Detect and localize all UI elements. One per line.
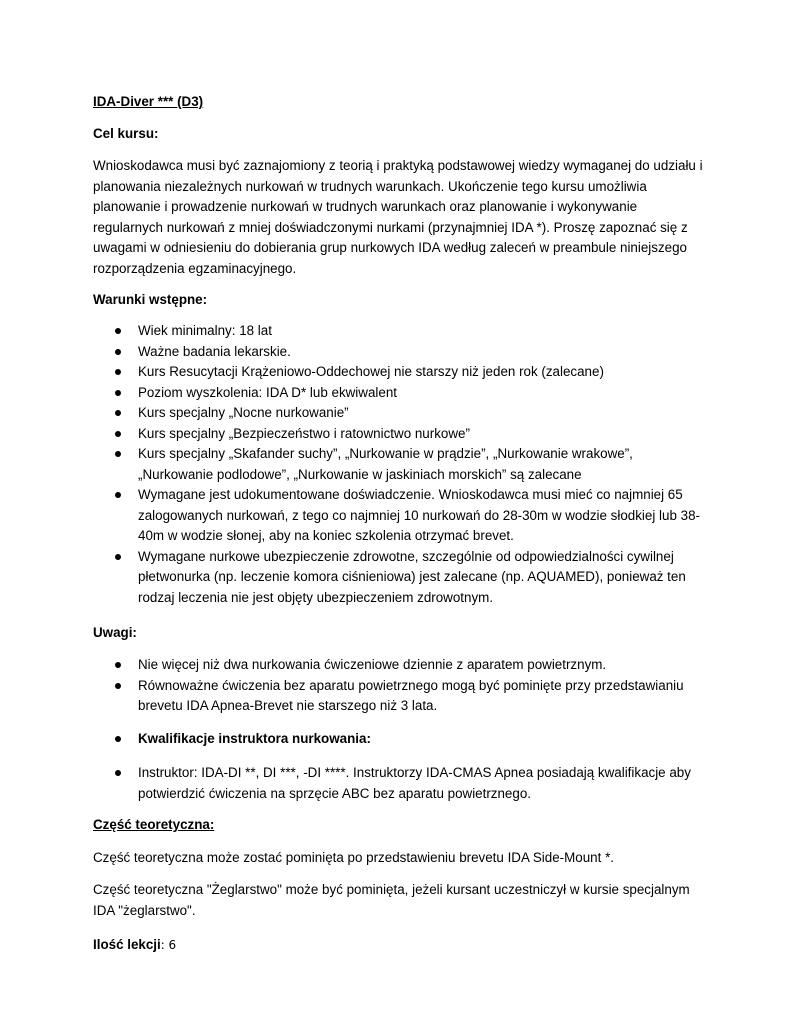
bullet-icon	[115, 410, 121, 416]
uwagi-list	[93, 655, 705, 717]
lekcje-label: Ilość lekcji	[93, 937, 161, 952]
bullet-icon	[115, 492, 121, 498]
section-heading-kwalifikacje: Kwalifikacje instruktora nurkowania:	[138, 731, 371, 746]
list-item: Wiek minimalny: 18 lat	[93, 321, 705, 342]
section-heading-teoria: Część teoretyczna:	[93, 817, 215, 832]
bullet-icon	[115, 431, 121, 437]
list-item: Wymagane nurkowe ubezpieczenie zdrowotne, szczególnie od odpowiedzialności cywilnej płetwonurka (np. leczenie komora ciśnieniowa) jest zalecane (np. AQUAMED), ponieważ ten rodzaj leczenia nie jest objęty ubezpieczeniem zdrowotnym.	[93, 547, 705, 609]
bullet-icon	[115, 349, 121, 355]
bullet-icon	[115, 451, 121, 457]
section-heading-warunki: Warunki wstępne:	[93, 292, 208, 307]
bullet-icon	[115, 554, 121, 560]
bullet-icon	[115, 770, 121, 776]
teoria-paragraph-1: Część teoretyczna może zostać pominięta po przedstawieniu brevetu IDA Side-Mount *.	[93, 850, 615, 865]
list-item: Kurs specjalny „Skafander suchy”, „Nurkowanie w prądzie”, „Nurkowanie wrakowe”, „Nurkowanie podlodowe”, „Nurkowanie w jaskiniach morskich” są zalecane	[93, 444, 705, 485]
bullet-icon	[115, 390, 121, 396]
bullet-icon	[115, 369, 121, 375]
list-item: Nie więcej niż dwa nurkowania ćwiczeniowe dziennie z aparatem powietrznym.	[93, 655, 705, 676]
list-item: Kurs specjalny „Nocne nurkowanie”	[93, 403, 705, 424]
cel-paragraph: Wnioskodawca musi być zaznajomiony z teorią i praktyką podstawowej wiedzy wymaganej do udziału i planowania niezależnych nurkowań w trudnych warunkach. Ukończenie tego kursu umożliwia planowanie i prowadzenie nurkowań w trudnych warunkach oraz planowanie i wykonywanie regularnych nurkowań z mniej doświadczonymi nurkami (przynajmniej IDA *). Proszę zapoznać się z uwagami w odniesieniu do dobierania grup nurkowych IDA według zaleceń w preambule niniejszego rozporządzenia egzaminacyjnego.	[93, 158, 703, 276]
list-item: Kurs Resucytacji Krążeniowo-Oddechowej nie starszy niż jeden rok (zalecane)	[93, 362, 705, 383]
kwalifikacje-heading-list	[93, 729, 705, 750]
list-item: Instruktor: IDA-DI **, DI ***, -DI ****. Instruktorzy IDA-CMAS Apnea posiadają kwalifikacje aby potwierdzić ćwiczenia na sprzęcie ABC bez aparatu powietrznego.	[93, 763, 705, 804]
document-title: IDA-Diver *** (D3)	[93, 94, 204, 109]
list-item: Wymagane jest udokumentowane doświadczenie. Wnioskodawca musi mieć co najmniej 65 zalogowanych nurkowań, z tego co najmniej 10 nurkowań do 28-30m w wodzie słodkiej lub 38-40m w wodzie słonej, aby na koniec szkolenia otrzymać brevet.	[93, 485, 705, 547]
bullet-icon	[115, 736, 121, 742]
lekcje-separator: :	[160, 938, 165, 952]
lekcje-line	[93, 935, 705, 956]
list-item	[93, 729, 705, 750]
list-item: Równoważne ćwiczenia bez aparatu powietrznego mogą być pominięte przy przedstawianiu brevetu IDA Apnea-Brevet nie starszego niż 3 lata.	[93, 676, 705, 717]
lekcje-value: 6	[168, 938, 177, 952]
teoria-paragraph-2: Część teoretyczna "Żeglarstwo" może być pominięta, jeżeli kursant uczestniczył w kursie specjalnym IDA "żeglarstwo".	[93, 882, 690, 918]
bullet-icon	[115, 662, 121, 668]
bullet-icon	[115, 683, 121, 689]
warunki-list	[93, 321, 705, 608]
list-item: Ważne badania lekarskie.	[93, 342, 705, 363]
kwalifikacje-list	[93, 763, 705, 804]
list-item: Kurs specjalny „Bezpieczeństwo i ratownictwo nurkowe”	[93, 424, 705, 445]
bullet-icon	[115, 328, 121, 334]
list-item: Poziom wyszkolenia: IDA D* lub ekwiwalent	[93, 383, 705, 404]
section-heading-cel: Cel kursu:	[93, 126, 159, 141]
section-heading-uwagi: Uwagi:	[93, 625, 137, 640]
